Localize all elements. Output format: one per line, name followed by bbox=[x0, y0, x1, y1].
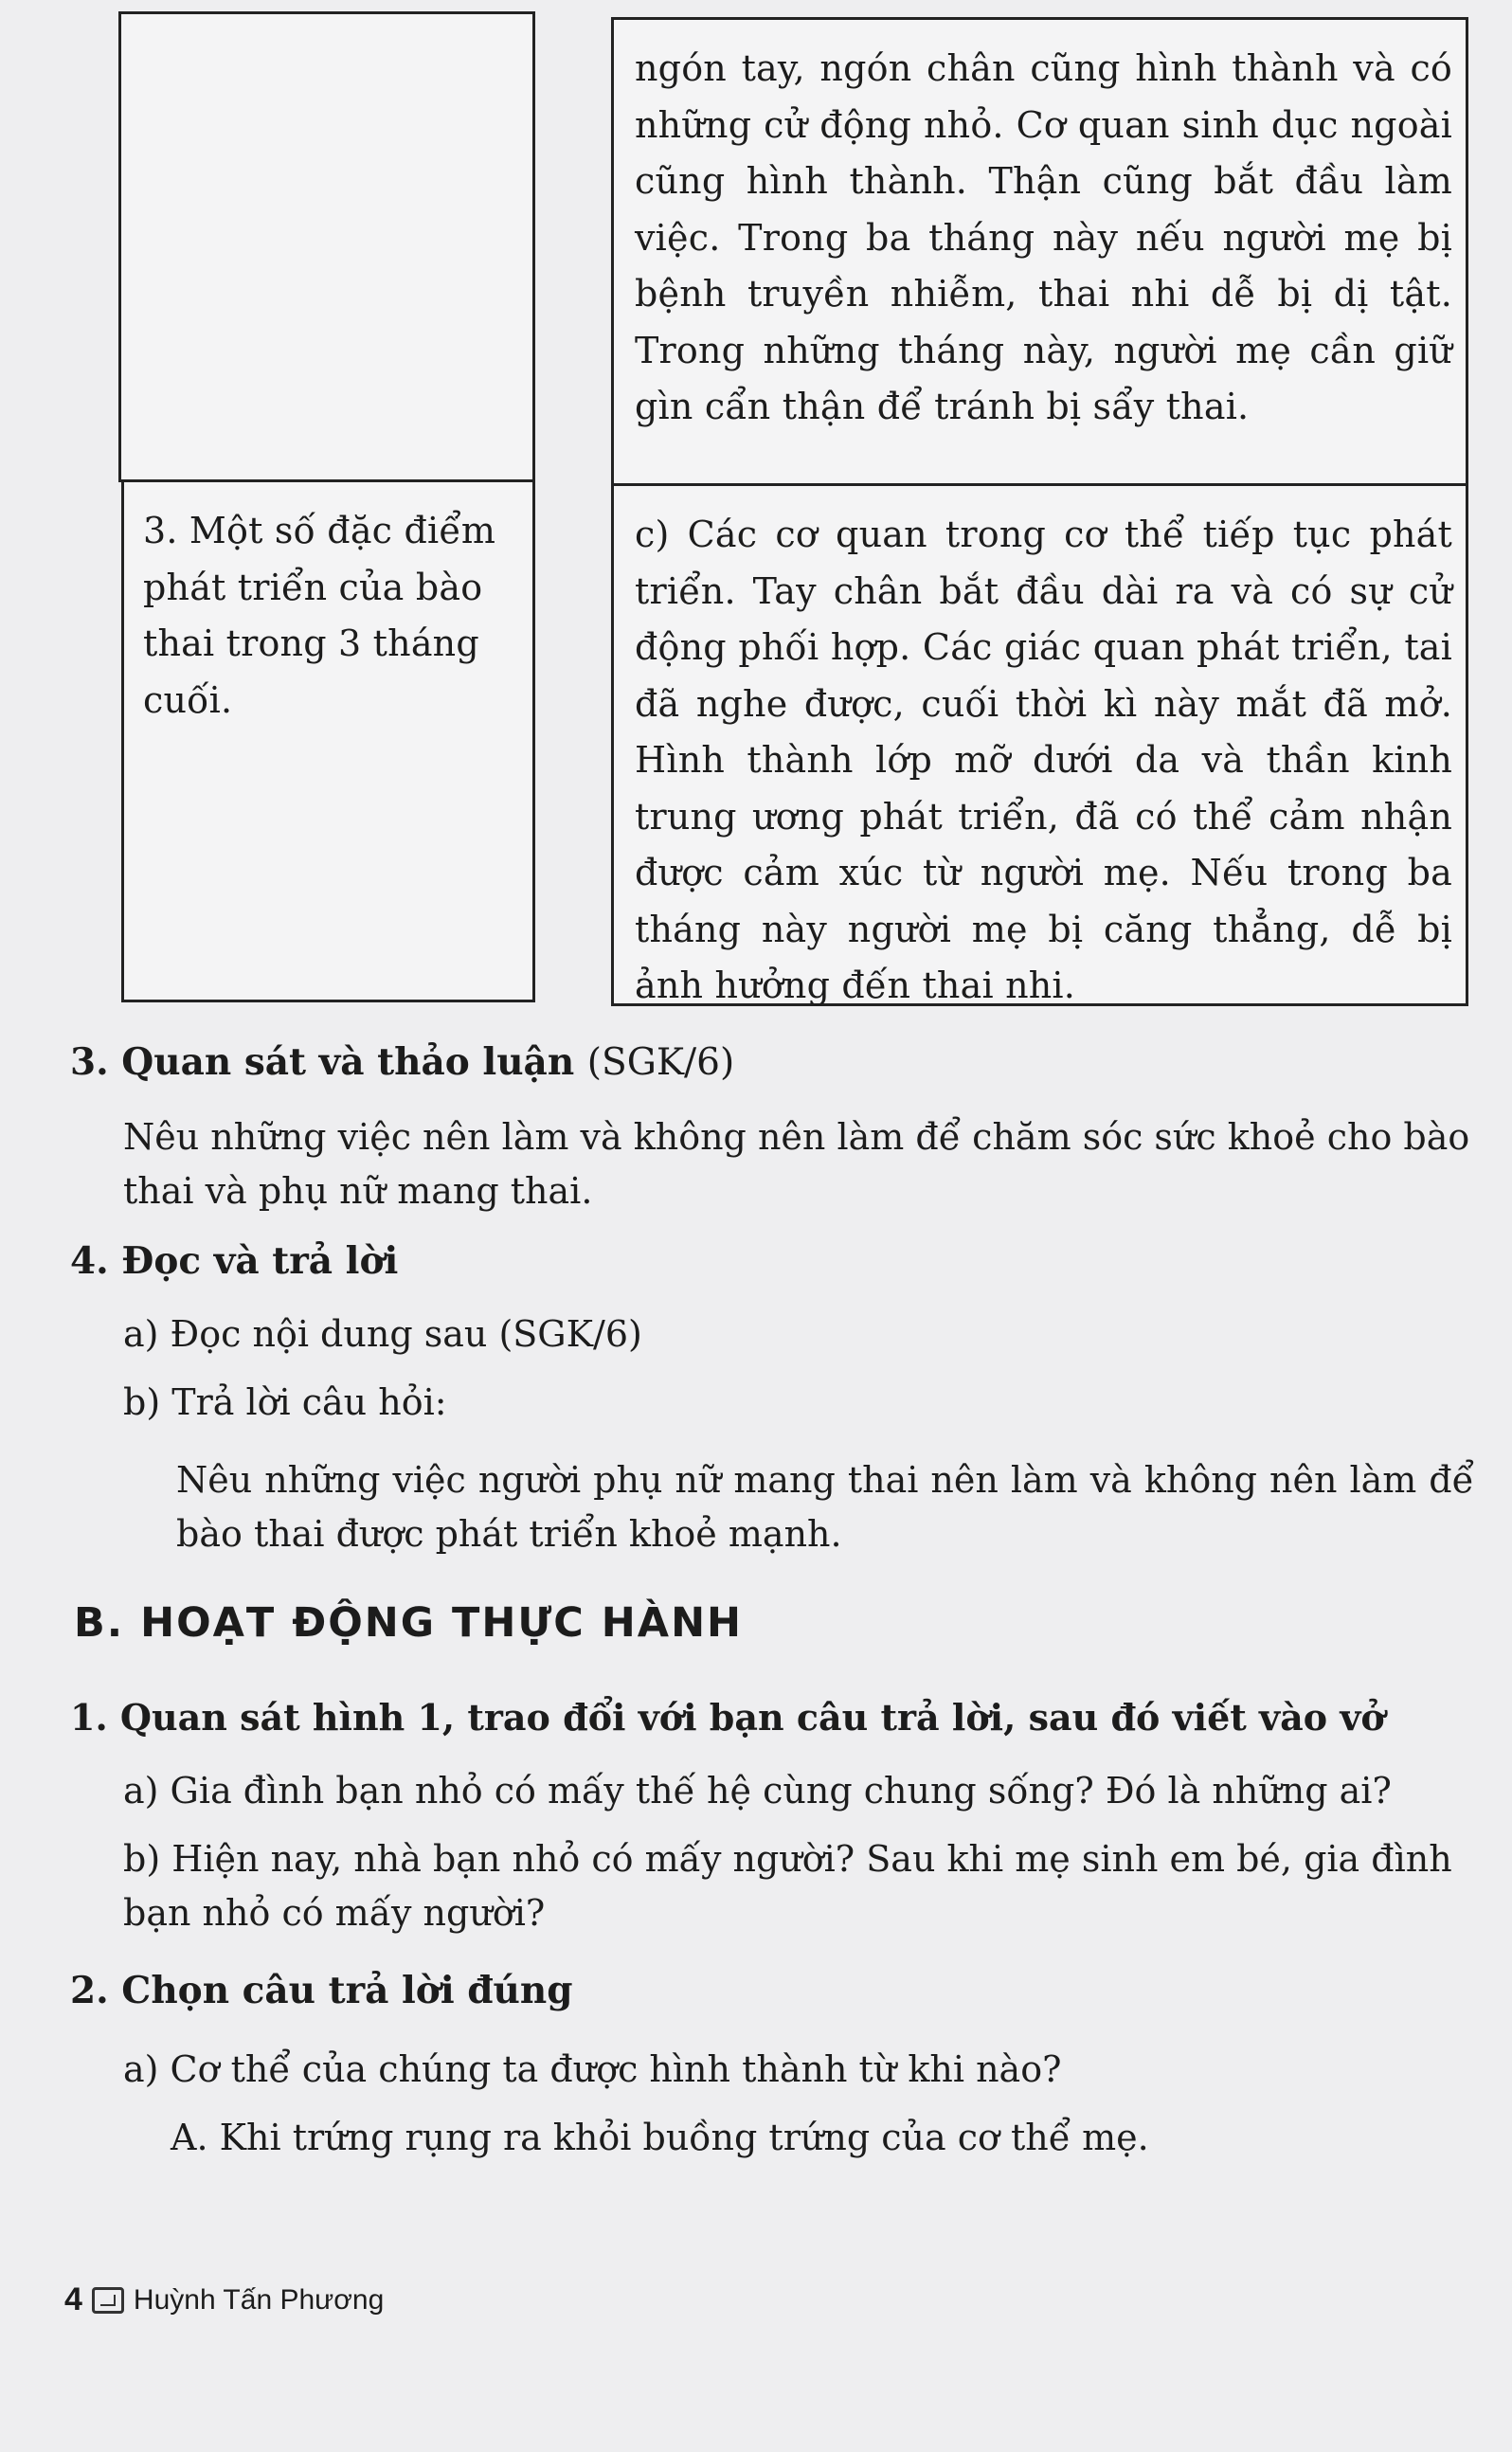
practice-question-1a: a) Gia đình bạn nhỏ có mấy thế hệ cùng chung sống? Đó là những ai? bbox=[123, 1770, 1392, 1812]
section-3-body: Nêu những việc nên làm và không nên làm để chăm sóc sức khoẻ cho bào thai và phụ nữ mang thai. bbox=[123, 1116, 1470, 1212]
table-cell-bottom-right-text: c) Các cơ quan trong cơ thể tiếp tục phát triển. Tay chân bắt đầu dài ra và có sự cử động phối hợp. Các giác quan phát triển, tai đã nghe được, cuối thời kì này mắt đã mở. Hình thành lớp mỡ dưới da và thần kinh trung ương phát triển, đã có thể cảm nhận được cảm xúc từ người mẹ. Nếu trong ba tháng này người mẹ bị căng thẳng, dễ bị ảnh hưởng đến thai nhi. bbox=[635, 514, 1452, 1006]
table-cell-top-right-text: ngón tay, ngón chân cũng hình thành và có những cử động nhỏ. Cơ quan sinh dục ngoài cũng hình thành. Thận cũng bắt đầu làm việc. Trong ba tháng này nếu người mẹ bị bệnh truyền nhiễm, thai nhi dễ bị dị tật. Trong những tháng này, người mẹ cần giữ gìn cẩn thận để tránh bị sẩy thai. bbox=[635, 47, 1452, 427]
practice-question-2a: a) Cơ thể của chúng ta được hình thành từ khi nào? bbox=[123, 2048, 1062, 2090]
practice-question-1-title: 1. Quan sát hình 1, trao đổi với bạn câu trả lời, sau đó viết vào vở bbox=[70, 1696, 1385, 1739]
section-3-reference: (SGK/6) bbox=[586, 1041, 735, 1084]
practice-question-2-title: 2. Chọn câu trả lời đúng bbox=[70, 1969, 573, 2012]
table-cell-top-right bbox=[611, 17, 1468, 486]
section-3-title: 3. Quan sát và thảo luận bbox=[70, 1040, 575, 1084]
section-b-heading: B. HOẠT ĐỘNG THỰC HÀNH bbox=[74, 1599, 744, 1647]
section-4-heading: 4. Đọc và trả lời bbox=[70, 1239, 399, 1283]
section-4-item-b: b) Trả lời câu hỏi: bbox=[123, 1381, 447, 1423]
section-3-heading bbox=[70, 1040, 734, 1084]
practice-question-1b: b) Hiện nay, nhà bạn nhỏ có mấy người? Sau khi mẹ sinh em bé, gia đình bạn nhỏ có mấy người? bbox=[123, 1838, 1452, 1934]
section-4-question: Nêu những việc người phụ nữ mang thai nên làm và không nên làm để bào thai được phát triển khoẻ mạnh. bbox=[176, 1459, 1474, 1555]
table-cell-bottom-left bbox=[121, 479, 535, 1002]
page-number: 4 bbox=[64, 2281, 82, 2317]
table-cell-bottom-right bbox=[611, 483, 1468, 1006]
table-cell-top-left-text bbox=[121, 14, 532, 35]
table-cell-top-left bbox=[118, 11, 535, 482]
book-logo-icon bbox=[92, 2287, 124, 2314]
section-4-item-a: a) Đọc nội dung sau (SGK/6) bbox=[123, 1313, 642, 1355]
page-footer bbox=[64, 2281, 384, 2318]
author-name: Huỳnh Tấn Phương bbox=[133, 2283, 385, 2316]
practice-question-2a-option-a: A. Khi trứng rụng ra khỏi buồng trứng của cơ thể mẹ. bbox=[171, 2117, 1149, 2158]
table-cell-bottom-left-text: 3. Một số đặc điểm phát triển của bào thai trong 3 tháng cuối. bbox=[143, 510, 496, 721]
